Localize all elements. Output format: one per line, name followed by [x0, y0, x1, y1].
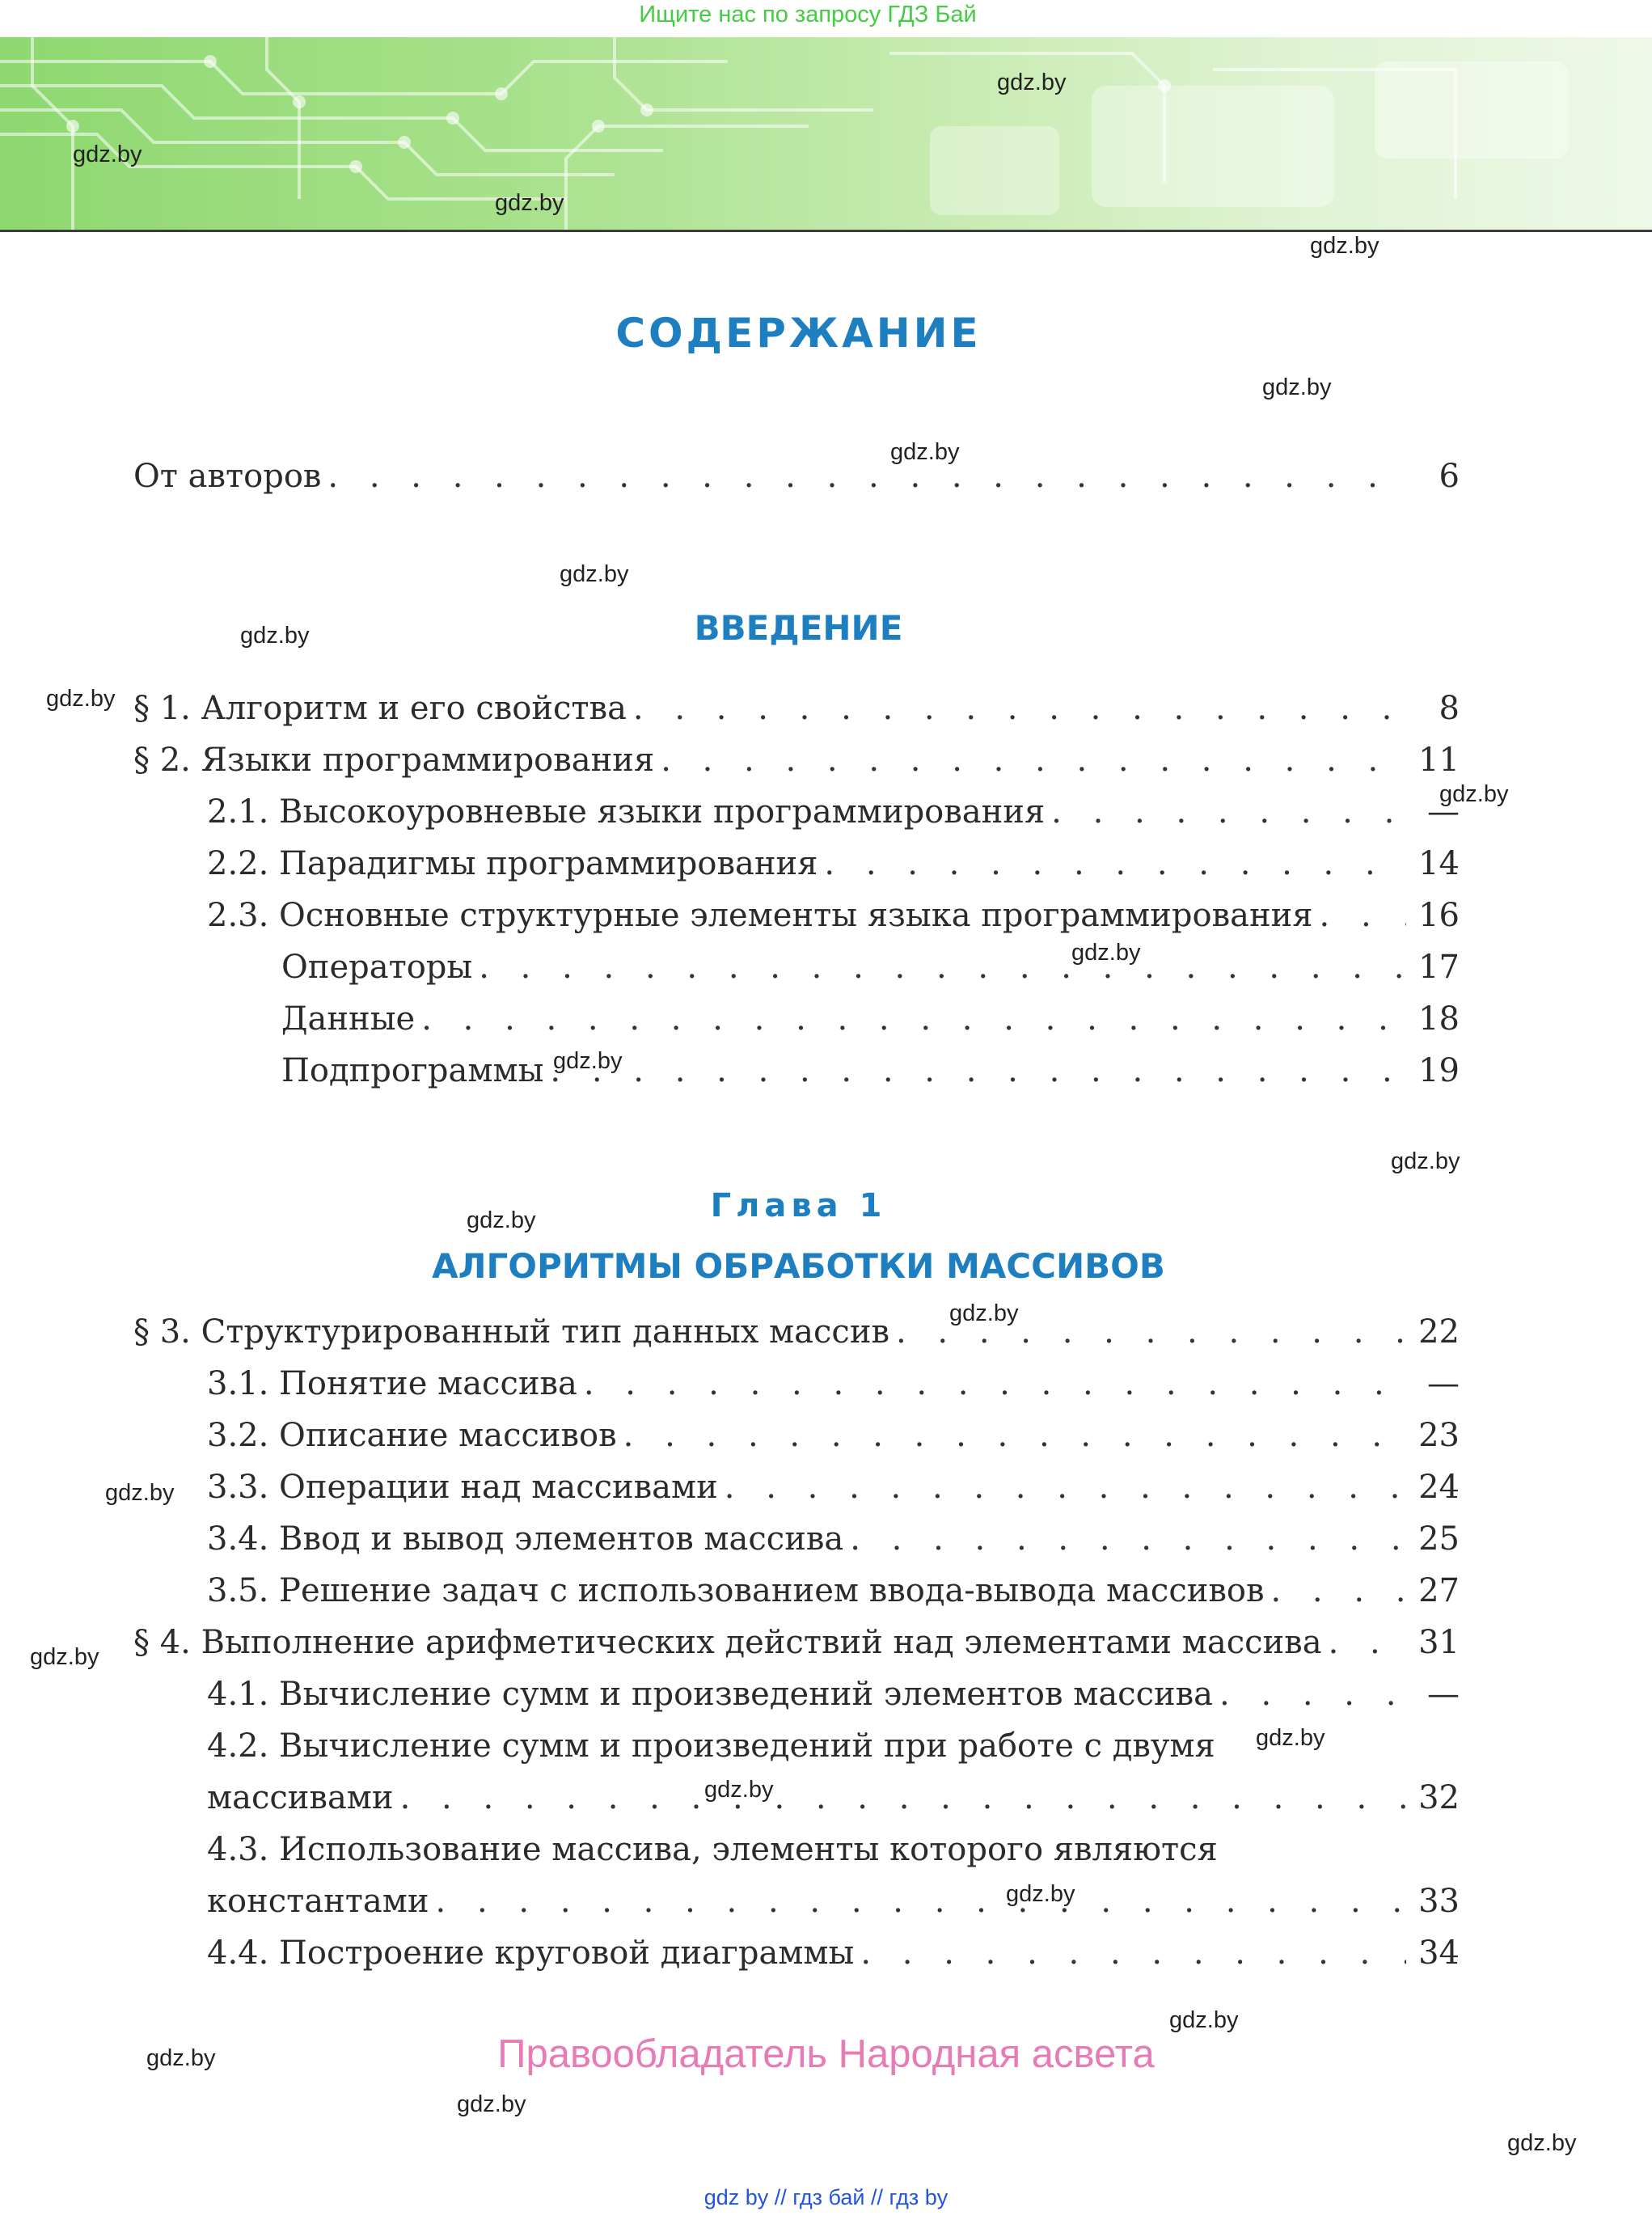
toc-entry-title: 2.2. Парадигмы программирования	[207, 845, 818, 882]
toc-entry-page: 16	[1418, 897, 1460, 934]
toc-entry-title[interactable]: 4.2. Вычисление сумм и произведений при работе с двумя	[207, 1727, 1215, 1765]
toc-entry[interactable]	[281, 949, 1460, 986]
watermark: gdz.by	[949, 1300, 1019, 1326]
toc-entry[interactable]	[133, 1313, 1460, 1351]
toc-entry-title: Подпрограммы	[281, 1052, 544, 1089]
toc-entry-title: 3.5. Решение задач с использованием ввода-вывода массивов	[207, 1572, 1265, 1609]
watermark: gdz.by	[240, 623, 310, 649]
dot-leader	[633, 690, 1406, 727]
dot-leader	[436, 1883, 1406, 1920]
toc-entry-title: § 2. Языки программирования	[133, 742, 655, 779]
toc-entry-page: 33	[1418, 1883, 1460, 1920]
watermark: gdz.by	[495, 190, 564, 216]
watermark: gdz.by	[1006, 1881, 1075, 1907]
watermark: gdz.by	[105, 1480, 175, 1506]
watermark: gdz.by	[997, 70, 1067, 95]
section-heading-intro: ВВЕДЕНИЕ	[694, 608, 903, 648]
toc-entry[interactable]	[207, 1520, 1460, 1558]
header-banner	[0, 37, 1652, 232]
toc-entry-page: —	[1427, 793, 1460, 831]
toc-entry-page: 27	[1418, 1572, 1460, 1609]
toc-entry[interactable]	[207, 1365, 1460, 1402]
toc-entry-page: 17	[1418, 949, 1460, 986]
toc-entry[interactable]	[207, 1417, 1460, 1454]
toc-entry[interactable]	[207, 1469, 1460, 1506]
toc-entry[interactable]	[281, 1052, 1460, 1089]
watermark: gdz.by	[46, 686, 116, 712]
toc-entry[interactable]	[207, 845, 1460, 882]
watermark: gdz.by	[1391, 1148, 1460, 1174]
toc-entry[interactable]	[207, 1676, 1460, 1713]
toc-entry-page: 24	[1418, 1469, 1460, 1506]
toc-entry-page: 23	[1418, 1417, 1460, 1454]
watermark: gdz.by	[704, 1777, 774, 1803]
dot-leader	[1051, 793, 1406, 831]
page-title: СОДЕРЖАНИЕ	[615, 310, 982, 357]
toc-entry-title: 3.1. Понятие массива	[207, 1365, 577, 1402]
circuit-board-pattern	[0, 37, 1652, 230]
dot-leader	[1219, 1676, 1406, 1713]
toc-entry-title-continued: константами	[207, 1883, 429, 1920]
dot-leader	[400, 1779, 1406, 1816]
toc-entry[interactable]	[207, 793, 1460, 831]
toc-entry-page: 8	[1439, 690, 1460, 727]
toc-entry-page: 14	[1418, 845, 1460, 882]
watermark: gdz.by	[1439, 781, 1509, 807]
toc-entry-title: Операторы	[281, 949, 473, 986]
watermark: gdz.by	[146, 2045, 216, 2071]
dot-leader	[1329, 1624, 1406, 1661]
toc-entry-page: 19	[1418, 1052, 1460, 1089]
toc-entry-title-continued: массивами	[207, 1779, 394, 1816]
dot-leader	[896, 1313, 1406, 1351]
toc-entry-title: 4.4. Построение круговой диаграммы	[207, 1934, 855, 1972]
copyright-holder: Правообладатель Народная асвета	[497, 2032, 1155, 2076]
chapter-title: АЛГОРИТМЫ ОБРАБОТКИ МАССИВОВ	[432, 1246, 1165, 1286]
toc-entry-page: 6	[1439, 458, 1460, 495]
toc-entry-title: Данные	[281, 1000, 416, 1038]
watermark: gdz.by	[30, 1644, 99, 1670]
watermark: gdz.by	[1071, 940, 1141, 966]
toc-entry[interactable]	[207, 1934, 1460, 1972]
toc-entry-page: 18	[1418, 1000, 1460, 1038]
toc-entry-title: 3.3. Операции над массивами	[207, 1469, 718, 1506]
toc-entry-title: § 4. Выполнение арифметических действий над элементами массива	[133, 1624, 1322, 1661]
dot-leader	[824, 845, 1406, 882]
dot-leader	[623, 1417, 1406, 1454]
toc-entry[interactable]	[207, 1572, 1460, 1609]
toc-entry-title: 2.3. Основные структурные элементы языка программирования	[207, 897, 1313, 934]
chapter-label: Глава 1	[710, 1187, 887, 1224]
toc-entry[interactable]	[281, 1000, 1460, 1038]
toc-entry-title: 3.2. Описание массивов	[207, 1417, 617, 1454]
toc-entry-title: 2.1. Высокоуровневые языки программирования	[207, 793, 1046, 831]
watermark: gdz.by	[1169, 2007, 1239, 2033]
watermark: gdz.by	[560, 561, 629, 587]
toc-entry-page: —	[1427, 1365, 1460, 1402]
dot-leader	[584, 1365, 1406, 1402]
watermark: gdz.by	[73, 142, 142, 167]
dot-leader	[850, 1520, 1406, 1558]
dot-leader	[327, 458, 1406, 495]
toc-entry-title: 3.4. Ввод и вывод элементов массива	[207, 1520, 844, 1558]
toc-entry[interactable]	[207, 1883, 1460, 1920]
dot-leader	[550, 1052, 1406, 1089]
watermark: gdz.by	[1262, 374, 1332, 400]
watermark: gdz.by	[553, 1048, 623, 1074]
dot-leader	[421, 1000, 1406, 1038]
toc-entry-title: § 3. Структурированный тип данных массив	[133, 1313, 889, 1351]
dot-leader	[479, 949, 1406, 986]
toc-entry[interactable]	[207, 1779, 1460, 1816]
watermark: gdz.by	[467, 1207, 536, 1233]
top-note: Ищите нас по запросу ГДЗ Бай	[639, 2, 977, 27]
toc-entry[interactable]	[133, 1624, 1460, 1661]
toc-entry-page: 25	[1418, 1520, 1460, 1558]
toc-entry-page: 32	[1418, 1779, 1460, 1816]
footer-links[interactable]: gdz by // гдз бай // гдз by	[703, 2185, 949, 2209]
watermark: gdz.by	[1507, 2130, 1577, 2156]
toc-entry-title: 4.1. Вычисление сумм и произведений элементов массива	[207, 1676, 1214, 1713]
toc-entry[interactable]	[207, 897, 1460, 934]
toc-entry-page: 31	[1418, 1624, 1460, 1661]
dot-leader	[1271, 1572, 1407, 1609]
dot-leader	[725, 1469, 1406, 1506]
toc-entry[interactable]	[133, 458, 1460, 495]
toc-entry[interactable]	[133, 742, 1460, 779]
dot-leader	[1320, 897, 1406, 934]
toc-entry-title[interactable]: 4.3. Использование массива, элементы которого являются	[207, 1831, 1218, 1868]
toc-entry-page: —	[1427, 1676, 1460, 1713]
toc-entry-page: 22	[1418, 1313, 1460, 1351]
toc-entry-page: 11	[1418, 742, 1460, 779]
toc-entry[interactable]	[133, 690, 1460, 727]
watermark: gdz.by	[457, 2091, 526, 2117]
dot-leader	[661, 742, 1406, 779]
watermark: gdz.by	[1310, 233, 1379, 259]
toc-entry-title: § 1. Алгоритм и его свойства	[133, 690, 627, 727]
toc-entry-page: 34	[1418, 1934, 1460, 1972]
toc-entry-title: От авторов	[133, 458, 322, 495]
dot-leader	[860, 1934, 1406, 1972]
watermark: gdz.by	[890, 439, 960, 465]
watermark: gdz.by	[1256, 1725, 1325, 1751]
